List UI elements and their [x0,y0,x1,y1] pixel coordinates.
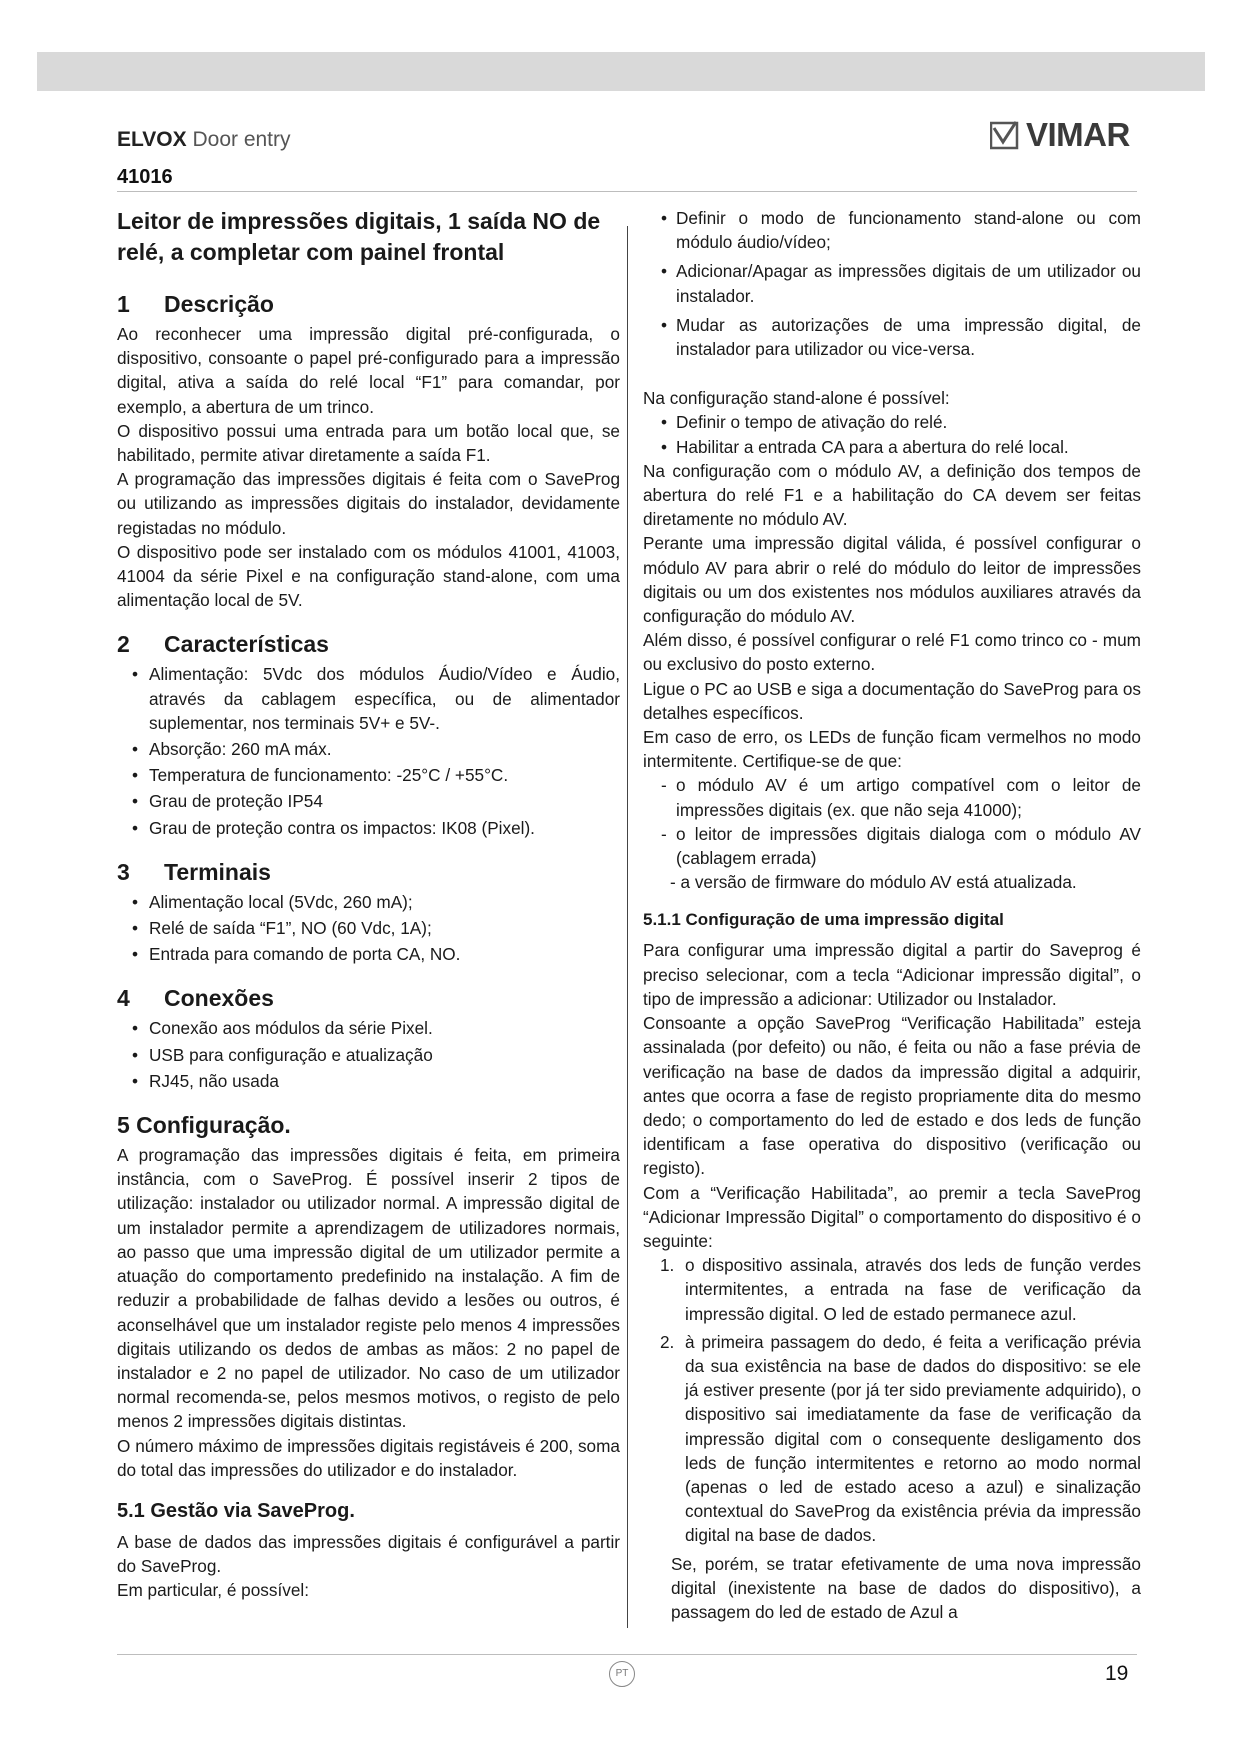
list-item: • Grau de proteção contra os impactos: IK08 (Pixel). [117,816,620,840]
procedure-steps [643,1253,1141,1547]
paragraph: A base de dados das impressões digitais é configurável a partir do SaveProg. [117,1531,620,1577]
paragraph: - a versão de firmware do módulo AV está atualizada. [670,872,1077,893]
paragraph: Perante uma impressão digital válida, é possível configurar o módulo AV para abrir o relé do módulo do leitor de impressões digitais ou um dos existentes nos módulos auxiliares através da configuração do módulo AV. [643,533,1141,627]
footer-divider [117,1654,1137,1655]
list-item: • Adicionar/Apagar as impressões digitais de um utilizador ou instalador. [643,259,1141,307]
saveprog-capabilities-list [643,206,1141,361]
connections-list [117,1016,620,1093]
characteristics-list [117,662,620,839]
paragraph: Na configuração com o módulo AV, a definição dos tempos de abertura do relé F1 e a habilitação do CA devem ser feitas diretamente no módulo AV. [643,460,1141,530]
vimar-logo-mark-icon [990,120,1020,150]
paragraph: Ao reconhecer uma impressão digital pré-configurada, o dispositivo, consoante o papel pré-configurado para a impressão digital, ativa a saída do relé local “F1” para comandar, por exemplo, a abertura de um trinco. [117,324,620,417]
list-item: • Alimentação local (5Vdc, 260 mA); [117,890,620,914]
list-item: • Temperatura de funcionamento: -25°C / +55°C. [117,763,620,787]
list-item: • USB para configuração e atualização [117,1043,620,1067]
section-heading-caracteristicas: 2 Características [117,631,329,658]
header-divider [117,191,1137,192]
section-heading-conexoes: 4 Conexões [117,985,274,1012]
paragraph: O dispositivo possui uma entrada para um botão local que, se habilitado, permite ativar diretamente a saída F1. [117,420,620,466]
paragraph: Ligue o PC ao USB e siga a documentação do SaveProg para os detalhes específicos. [643,678,1141,723]
error-checklist [643,773,1141,870]
right-column [643,206,1141,1624]
paragraph: Em particular, é possível: [117,1580,310,1601]
list-item: 2. à primeira passagem do dedo, é feita a verificação prévia da sua existência na base de dados do dispositivo: se ele já estiver presente (por já ter sido previamente adquirido), o dispositivo sai imediatamente da fase de verificação da impressão digital com o consequente desligamento dos leds de função intermitentes e retorno ao modo normal (apenas o led de estado aceso a azul) e sinalização contextual do SaveProg da existência prévia da impressão digital na base de dados. [660,1331,1141,1546]
section-heading-descricao: 1 Descrição [117,291,274,317]
list-item: • Definir o modo de funcionamento stand-alone ou com módulo áudio/vídeo; [643,206,1141,254]
section-heading-configuracao-impressao: 5.1.1 Configuração de uma impressão digital [643,910,1004,930]
list-item: • Entrada para comando de porta CA, NO. [117,942,620,966]
list-item: • Alimentação: 5Vdc dos módulos Áudio/Vídeo e Áudio, através da cablagem específica, ou de alimentador suplementar, nos terminais 5V+ e 5V-. [117,662,620,735]
paragraph: Para configurar uma impressão digital a partir do Saveprog é preciso selecionar, com a tecla “Adicionar impressão digital”, o tipo de impressão a adicionar: Utilizador ou Instalador. [643,940,1141,1009]
paragraph: Se, porém, se tratar efetivamente de uma nova impressão digital (inexistente na base de dados do dispositivo), a passagem do led de estado de Azul a [671,1553,1141,1622]
paragraph: A programação das impressões digitais é feita, em primeira instância, com o SaveProg. É possível inserir 2 tipos de utilização: instalador ou utilizador normal. A impressão digital de um instalador permite a aprendizagem de utilizadores normais, ao passo que uma impressão digital de um utilizador permite a atuação do comportamento predefinido na instalação. A fim de reduzir a probabilidade de falhas devido a lesões ou outros, é aconselhável que um instalador registe pelo menos 4 impressões digitais utilizando os dedos de ambas as mãos: 2 no papel de instalador e 2 no papel de utilizador. No caso de um utilizador normal recomenda-se, pelos mesmos motivos, o registo de pelo menos 2 impressões digitais distintas. [117,1145,620,1432]
top-gray-band [37,52,1205,91]
brand-rest: Door entry [192,128,291,151]
list-item: • Absorção: 260 mA máx. [117,737,620,761]
paragraph: O dispositivo pode ser instalado com os módulos 41001, 41003, 41004 da série Pixel e na configuração stand-alone, com uma alimentação local de 5V. [117,541,620,611]
paragraph: O número máximo de impressões digitais registáveis é 200, soma do total das impressões do utilizador e do instalador. [117,1435,620,1480]
paragraph: Na configuração stand-alone é possível: [643,388,950,409]
list-item: • Grau de proteção IP54 [117,789,620,813]
list-item: • Definir o tempo de ativação do relé. [643,410,1141,434]
list-item: - o módulo AV é um artigo compatível com o leitor de impressões digitais (ex. que não seja 41000); [643,773,1141,821]
brand-strong: ELVOX [117,128,187,151]
section-heading-configuracao: 5 Configuração. [117,1112,291,1139]
logo-word: VIMAR [1026,116,1130,153]
section-heading-terminais: 3 Terminais [117,858,271,885]
paragraph: Com a “Verificação Habilitada”, ao premir a tecla SaveProg “Adicionar Impressão Digital” o comportamento do dispositivo é o seguinte: [643,1182,1141,1251]
page-number: 19 [1105,1662,1129,1685]
list-item: • Habilitar a entrada CA para a abertura do relé local. [643,435,1141,459]
paragraph: Consoante a opção SaveProg “Verificação Habilitada” esteja assinalada (por defeito) ou não, é feita ou não a fase prévia de verificação na base de dados da impressão digital a adquirir, antes que ocorra a fase de registo propriamente dita do mesmo dedo; o comportamento do led de estado e dos leds de função identificam a fase operativa do dispositivo (verificação ou registo). [643,1013,1141,1179]
product-code: 41016 [117,166,173,188]
paragraph: Em caso de erro, os LEDs de função ficam vermelhos no modo intermitente. Certifique-se de que: [643,727,1141,772]
column-divider [627,226,628,1628]
paragraph: Além disso, é possível configurar o relé F1 como trinco co - mum ou exclusivo do posto externo. [643,630,1141,675]
list-item: • Relé de saída “F1”, NO (60 Vdc, 1A); [117,916,620,940]
paragraph: A programação das impressões digitais é feita com o SaveProg ou utilizando as impressões digitais do instalador, devidamente registadas no módulo. [117,469,620,538]
vimar-logo [990,116,1130,154]
page-title: Leitor de impressões digitais, 1 saída NO de relé, a completar com painel frontal [117,208,601,265]
standalone-list [643,410,1141,458]
section-heading-gestao: 5.1 Gestão via SaveProg. [117,1499,355,1522]
terminals-list [117,890,620,967]
left-column [117,206,620,1603]
list-item: 1. o dispositivo assinala, através dos leds de função verdes intermitentes, a entrada na fase de verificação da impressão digital. O led de estado permanece azul. [660,1255,1141,1324]
language-badge: PT [609,1661,635,1687]
list-item: • Conexão aos módulos da série Pixel. [117,1016,620,1040]
list-item: - o leitor de impressões digitais dialoga com o módulo AV (cablagem errada) [643,822,1141,870]
list-item: • Mudar as autorizações de uma impressão digital, de instalador para utilizador ou vice-versa. [643,313,1141,361]
brand-label [117,128,291,152]
list-item: • RJ45, não usada [117,1069,620,1093]
